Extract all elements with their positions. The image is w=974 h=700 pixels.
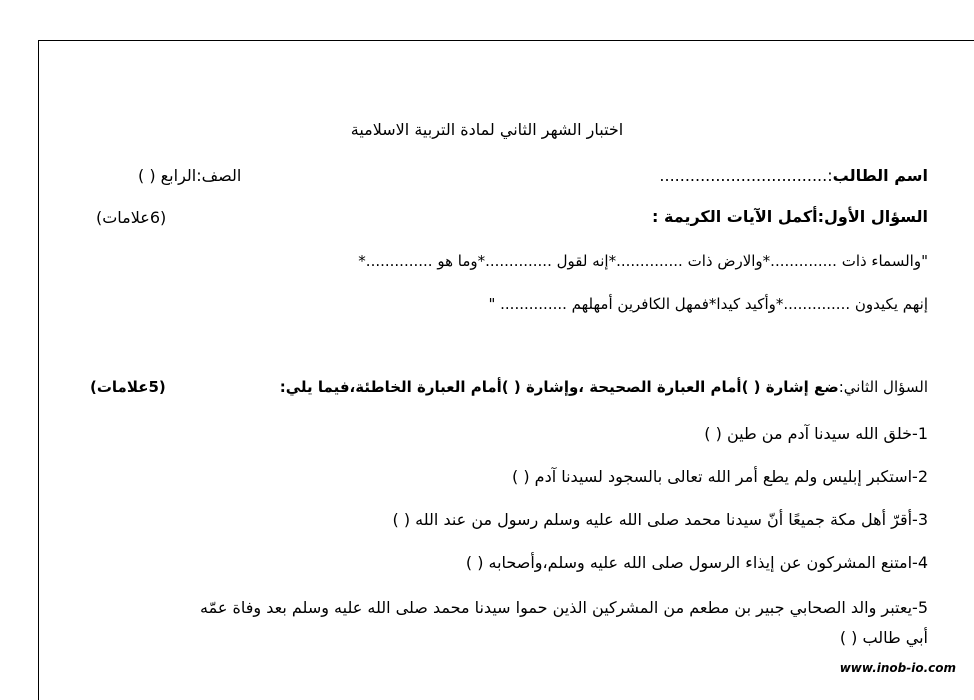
question1-verse-line-2: إنهم يكيدون ..............*وأكيد كيدا*فمهل الكافرين أمهلهم .............. " [488,295,928,313]
student-name-field: :................................. [659,166,833,185]
class-label: الصف:الرابع ( ) [138,166,242,185]
question1-header: السؤال الأول:أكمل الآيات الكريمة : [652,207,928,226]
question2-item-continuation: أبي طالب ( ) [839,628,928,647]
question2-header [280,378,928,396]
question2-marks: (5علامات) [90,378,166,396]
question1-marks: (6علامات) [96,208,167,227]
question2-item: 5-يعتبر والد الصحابي جبير بن مطعم من المشركين الذين حموا سيدنا محمد صلى الله عليه وسلم بعد وفاة عمّه [200,598,928,617]
question2-item: 1-خلق الله سيدنا آدم من طين ( ) [704,424,928,443]
question2-item: 3-أقرّ أهل مكة جميعًا أنّ سيدنا محمد صلى الله عليه وسلم رسول من عند الله ( ) [392,510,928,529]
question2-item: 4-امتنع المشركون عن إيذاء الرسول صلى الله عليه وسلم،وأصحابه ( ) [465,553,928,572]
student-name-label: اسم الطالب [832,166,928,185]
question2-item: 2-استكبر إبليس ولم يطع أمر الله تعالى بالسجود لسيدنا آدم ( ) [512,467,928,486]
exam-title: اختبار الشهر الثاني لمادة التربية الاسلامية [350,120,624,139]
question2-prefix: السؤال الثاني: [838,378,928,396]
question2-instruction: ضع إشارة ( )أمام العبارة الصحيحة ،وإشارة ( )أمام العبارة الخاطئة،فيما يلي: [279,378,839,396]
watermark: www.inob-io.com [839,661,956,675]
question1-verse-line-1: "والسماء ذات ..............*والارض ذات ..............*إنه لقول ..............*وما هو ..............* [358,252,928,270]
student-name-line [659,166,928,185]
